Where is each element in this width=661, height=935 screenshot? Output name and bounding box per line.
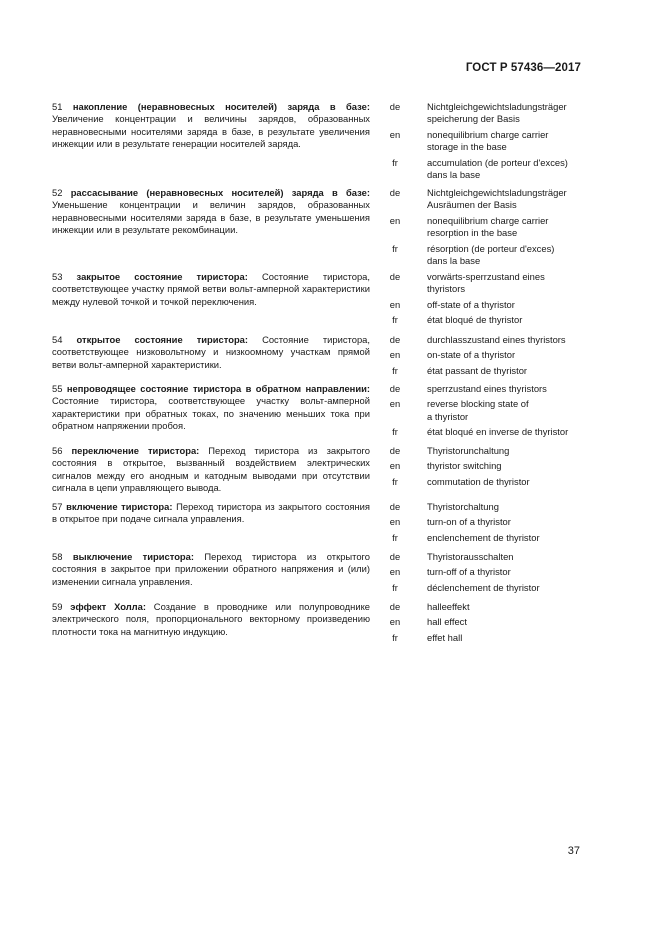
definition xyxy=(52,187,370,237)
term-title: переключение тиристора: xyxy=(71,445,209,456)
lang-term: Thyristorchaltung xyxy=(427,501,499,512)
definition xyxy=(52,551,370,588)
definition-text: Переход тиристора из закрытого состояния в открытое при подаче сигнала управления. xyxy=(52,501,370,525)
lang-term: halleeffekt xyxy=(427,601,470,612)
lang-term: effet hall xyxy=(427,631,463,643)
lang-code: fr xyxy=(392,531,398,543)
definition-text: Состояние тиристора, соответствующее участку прямой ветви вольт-амперной характеристики между нулевой точкой и точкой переключения. xyxy=(52,271,370,307)
translation-fr xyxy=(385,632,585,644)
lang-code: fr xyxy=(392,156,398,168)
definition-text: Переход тиристора из открытого состояния в закрытое при приложении обратного напряжения и (или) изменении сигнала управления. xyxy=(52,551,370,587)
document-header: ГОСТ Р 57436—2017 xyxy=(465,62,581,74)
term-title: эффект Холла: xyxy=(70,601,154,612)
translations xyxy=(385,445,585,487)
lang-code: en xyxy=(389,616,401,628)
lang-term: sperrzustand eines thyristors xyxy=(427,383,547,394)
entry-number: 57 xyxy=(52,501,67,512)
lang-code: en xyxy=(389,460,401,472)
translation-de xyxy=(385,383,585,395)
page-number: 37 xyxy=(567,845,580,857)
translation-fr xyxy=(385,157,585,182)
lang-code: fr xyxy=(392,581,398,593)
definition xyxy=(52,101,370,151)
lang-term: résorption (de porteur d'exces) dans la base xyxy=(427,242,555,267)
translations xyxy=(385,334,585,376)
lang-term: Thyristorunchaltung xyxy=(427,445,510,456)
entry-number: 58 xyxy=(52,551,73,562)
lang-term: turn-off of a thyristor xyxy=(427,566,511,578)
translation-fr xyxy=(385,426,585,438)
definition xyxy=(52,334,370,371)
lang-term: déclenchement de thyristor xyxy=(427,581,540,593)
term-title: включение тиристора: xyxy=(66,501,177,512)
translation-en xyxy=(385,566,585,578)
entry-number: 54 xyxy=(52,334,77,345)
lang-code: de xyxy=(389,187,401,198)
lang-code: de xyxy=(389,445,401,456)
translations xyxy=(385,383,585,438)
translation-en xyxy=(385,460,585,472)
definition-text: Состояние тиристора, соответствующее участку вольт-амперной характеристики при обратных токах, по значению меньших тока при обратном напряжении пробоя. xyxy=(52,395,370,432)
translation-de xyxy=(385,187,585,212)
translation-de xyxy=(385,501,585,513)
lang-term: on-state of a thyristor xyxy=(427,349,516,361)
translation-de xyxy=(385,601,585,613)
translation-de xyxy=(385,334,585,346)
lang-term: Nichtgleichgewichtsladungsträger Ausräumen der Basis xyxy=(427,187,567,211)
lang-code: en xyxy=(389,398,401,410)
lang-code: en xyxy=(389,214,401,226)
entry-number: 51 xyxy=(52,101,73,112)
translation-de xyxy=(385,101,585,126)
lang-code: en xyxy=(389,298,401,310)
lang-code: de xyxy=(389,271,401,282)
translations xyxy=(385,271,585,326)
lang-term: accumulation (de porteur d'exces) dans la base xyxy=(427,156,568,181)
translations xyxy=(385,601,585,643)
term-title: накопление (неравновесных носителей) заряда в базе: xyxy=(72,101,370,112)
lang-term: état bloqué en inverse de thyristor xyxy=(427,426,569,438)
lang-code: fr xyxy=(392,426,398,438)
translations xyxy=(385,101,585,181)
translation-en xyxy=(385,398,585,423)
translation-en xyxy=(385,516,585,528)
entry-number: 52 xyxy=(52,187,71,198)
definition-text: Состояние тиристора, соответствующее низковольтному и низкоомному участкам прямой ветви вольт-амперной характеристики. xyxy=(52,334,370,370)
lang-term: Thyristorausschalten xyxy=(427,551,514,562)
translation-fr xyxy=(385,532,585,544)
lang-code: fr xyxy=(392,631,398,643)
translation-en xyxy=(385,616,585,628)
lang-term: nonequilibrium charge carrier storage in the base xyxy=(427,128,549,153)
entry-number: 59 xyxy=(52,601,71,612)
lang-term: hall effect xyxy=(427,616,467,628)
lang-code: en xyxy=(389,516,401,528)
translation-de xyxy=(385,271,585,296)
term-title: непроводящее состояние тиристора в обратном направлении: xyxy=(66,383,370,394)
definition-text: Переход тиристора из закрытого состояния в открытое, вызванный воздействием электрических сигналов между его анодным и катодным выводами при отсутствии сигнала в цепи управляющего вывода. xyxy=(52,445,370,494)
definition xyxy=(52,501,370,526)
lang-term: vorwärts-sperrzustand eines thyristors xyxy=(427,271,545,295)
translation-en xyxy=(385,215,585,240)
lang-code: fr xyxy=(392,314,398,326)
lang-code: de xyxy=(389,551,401,562)
lang-code: fr xyxy=(392,242,398,254)
term-title: выключение тиристора: xyxy=(72,551,205,562)
lang-code: fr xyxy=(392,475,398,487)
translation-fr xyxy=(385,476,585,488)
translations xyxy=(385,187,585,267)
lang-code: de xyxy=(389,501,401,512)
translation-en xyxy=(385,349,585,361)
lang-term: thyristor switching xyxy=(427,460,502,472)
translation-de xyxy=(385,551,585,563)
entry-number: 56 xyxy=(52,445,72,456)
lang-code: de xyxy=(389,601,401,612)
translation-fr xyxy=(385,314,585,326)
translations xyxy=(385,551,585,593)
definition xyxy=(52,271,370,308)
lang-term: durchlasszustand eines thyristors xyxy=(427,334,566,345)
translation-fr xyxy=(385,365,585,377)
translation-de xyxy=(385,445,585,457)
lang-code: de xyxy=(389,101,401,112)
definition xyxy=(52,601,370,638)
definition-text: Создание в проводнике или полупроводнике электрического поля, пропорционального векторному произведению плотности тока на магнитную индукцию. xyxy=(52,601,370,637)
lang-term: nonequilibrium charge carrier resorption in the base xyxy=(427,214,549,239)
lang-code: en xyxy=(389,566,401,578)
term-title: закрытое состояние тиристора: xyxy=(76,271,262,282)
lang-term: état passant de thyristor xyxy=(427,364,528,376)
lang-code: en xyxy=(389,128,401,140)
definition-text: Уменьшение концентрации и величин зарядов, образованных неравновесными носителями заряда в базе, в результате уменьшения инжекции или в результате рекомбинации. xyxy=(52,199,370,236)
definition xyxy=(52,445,370,495)
term-title: рассасывание (неравновесных носителей) заряда в базе: xyxy=(70,187,370,198)
translation-fr xyxy=(385,243,585,268)
definition-text: Увеличение концентрации и величины зарядов, образованных неравновесными носителями заряда в базе, в результате увеличения инжекции или в результате генерации носителей заряда. xyxy=(52,113,370,150)
definition xyxy=(52,383,370,433)
term-title: открытое состояние тиристора: xyxy=(76,334,263,345)
translation-fr xyxy=(385,582,585,594)
entry-number: 55 xyxy=(52,383,67,394)
lang-term: Nichtgleichgewichtsladungsträger speicherung der Basis xyxy=(427,101,567,125)
lang-term: enclenchement de thyristor xyxy=(427,531,540,543)
lang-code: fr xyxy=(392,364,398,376)
translation-en xyxy=(385,129,585,154)
entry-number: 53 xyxy=(52,271,77,282)
lang-code: en xyxy=(389,349,401,361)
translations xyxy=(385,501,585,543)
lang-code: de xyxy=(389,334,401,345)
lang-code: de xyxy=(389,383,401,394)
lang-term: commutation de thyristor xyxy=(427,475,530,487)
translation-en xyxy=(385,299,585,311)
lang-term: reverse blocking state of a thyristor xyxy=(427,398,529,422)
lang-term: turn-on of a thyristor xyxy=(427,516,511,528)
lang-term: état bloqué de thyristor xyxy=(427,314,523,326)
lang-term: off-state of a thyristor xyxy=(427,298,515,310)
